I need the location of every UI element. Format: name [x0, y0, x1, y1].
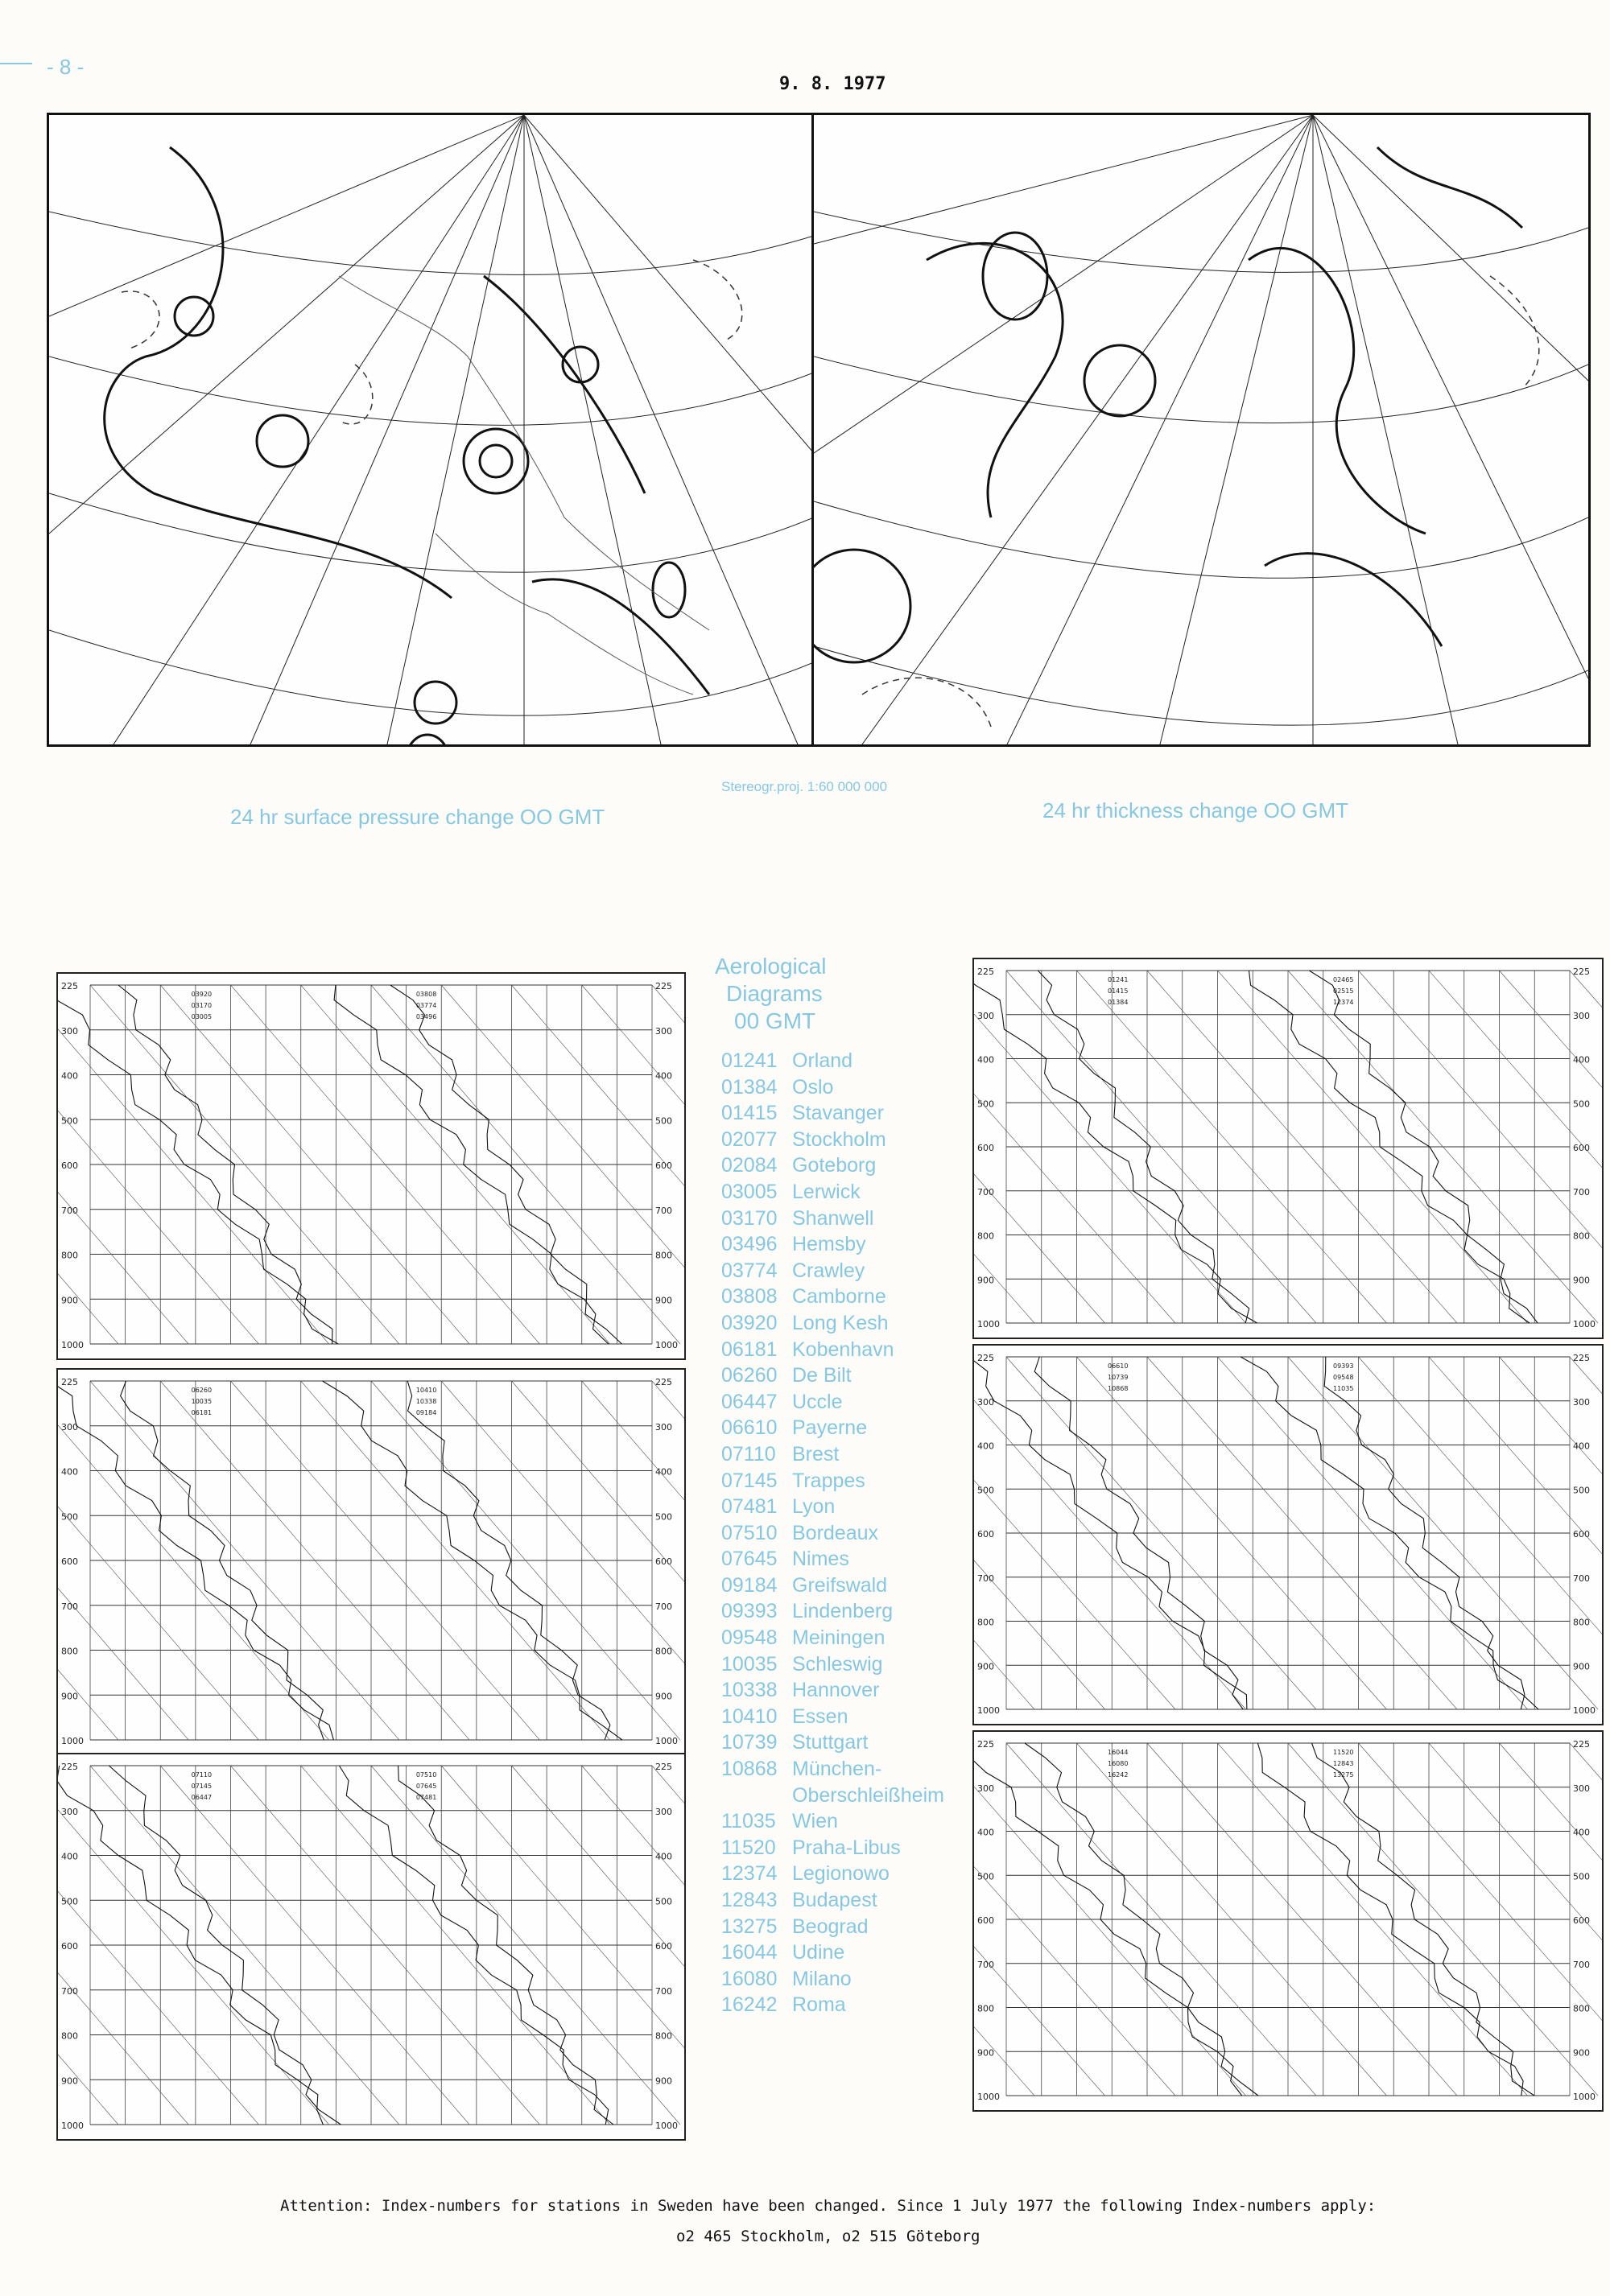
- station-name: Shanwell: [792, 1206, 874, 1230]
- pressure-label-right: 225: [655, 981, 672, 991]
- pressure-label-right: 300: [655, 1025, 672, 1037]
- station-number: 16044: [721, 1941, 778, 1964]
- station-name: Praha-Libus: [792, 1836, 901, 1859]
- pressure-label-right: 300: [1573, 1783, 1590, 1794]
- pressure-label-right: 500: [1573, 1099, 1590, 1110]
- panel-station-code: 07145: [191, 1783, 213, 1790]
- station-name: Meiningen: [792, 1626, 886, 1650]
- pressure-label-right: 1000: [655, 1736, 678, 1746]
- station-number: 07645: [721, 1548, 778, 1571]
- pressure-label-right: 225: [1573, 1353, 1590, 1363]
- station-name: Uccle: [792, 1390, 843, 1413]
- pressure-label-left: 700: [61, 1205, 78, 1216]
- pressure-label-left: 600: [61, 1941, 78, 1952]
- station-name: Wien: [792, 1810, 838, 1833]
- station-number: 01241: [721, 1049, 778, 1072]
- pressure-label-right: 900: [1573, 2047, 1590, 2059]
- station-name: Brest: [792, 1442, 840, 1465]
- pressure-label-right: 400: [655, 1851, 672, 1862]
- panel-station-code: 12374: [1333, 999, 1354, 1006]
- pressure-label-left: 400: [977, 1054, 994, 1066]
- pressure-label-right: 500: [1573, 1485, 1590, 1496]
- pressure-label-left: 300: [61, 1025, 78, 1037]
- pressure-label-left: 1000: [977, 1319, 1000, 1329]
- panel-station-code: 03496: [415, 1013, 437, 1020]
- panel-station-code: 03774: [415, 1002, 437, 1009]
- pressure-label-left: 300: [61, 1806, 78, 1817]
- pressure-label-left: 225: [61, 1762, 78, 1772]
- pressure-label-left: 900: [977, 1661, 994, 1672]
- pressure-label-left: 700: [977, 1186, 994, 1197]
- pressure-label-right: 500: [655, 1896, 672, 1907]
- pressure-label-left: 900: [61, 1295, 78, 1306]
- pressure-label-left: 1000: [61, 2121, 84, 2131]
- pressure-label-left: 500: [61, 1511, 78, 1523]
- pressure-label-right: 800: [1573, 1230, 1590, 1242]
- panel-station-code: 10035: [191, 1398, 213, 1405]
- panel-station-code: 16242: [1108, 1771, 1129, 1779]
- station-name: Trappes: [792, 1469, 865, 1492]
- station-number: 07145: [721, 1469, 778, 1492]
- panel-station-code: 03920: [191, 991, 213, 998]
- panel-station-code: 12843: [1333, 1760, 1354, 1767]
- pressure-label-left: 800: [977, 1617, 994, 1628]
- station-name: Crawley: [792, 1259, 865, 1282]
- pressure-label-left: 1000: [977, 1705, 1000, 1716]
- pressure-label-right: 1000: [1573, 1705, 1596, 1716]
- panel-station-code: 06447: [191, 1794, 213, 1801]
- station-number: 16080: [721, 1967, 778, 1990]
- panel-station-code: 09393: [1333, 1362, 1354, 1370]
- station-list-item: [721, 1704, 979, 1730]
- aerological-title-line2: Diagrams: [726, 981, 823, 1006]
- pressure-label-right: 400: [655, 1466, 672, 1478]
- station-name: Stavanger: [792, 1102, 884, 1125]
- station-number: 07481: [721, 1495, 778, 1519]
- pressure-label-left: 225: [977, 967, 994, 977]
- station-number: 12374: [721, 1862, 778, 1886]
- aerological-panel-4: [972, 958, 1604, 1339]
- pressure-label-right: 700: [655, 1985, 672, 1997]
- pressure-label-left: 300: [977, 1010, 994, 1021]
- pressure-label-right: 400: [1573, 1827, 1590, 1838]
- aerological-title-line3: 00 GMT: [734, 1008, 816, 1033]
- station-name: Lerwick: [792, 1180, 861, 1203]
- pressure-label-left: 700: [61, 1601, 78, 1612]
- pressure-label-left: 900: [61, 1691, 78, 1702]
- pressure-label-left: 500: [977, 1099, 994, 1110]
- pressure-label-left: 1000: [61, 1340, 84, 1350]
- station-list-item: [721, 1206, 979, 1232]
- pressure-label-right: 1000: [1573, 2092, 1596, 2102]
- pressure-label-left: 400: [61, 1466, 78, 1478]
- pressure-label-right: 900: [655, 1295, 672, 1306]
- panel-station-code: 06181: [191, 1409, 213, 1416]
- station-name: Long Kesh: [792, 1311, 889, 1334]
- panel-station-code: 16080: [1108, 1760, 1129, 1767]
- station-list-item: [721, 1231, 979, 1258]
- pressure-label-left: 225: [61, 981, 78, 991]
- pressure-label-right: 1000: [1573, 1319, 1596, 1329]
- station-name: De Bilt: [792, 1364, 852, 1387]
- station-name: Greifswald: [792, 1573, 888, 1597]
- station-number: 03496: [721, 1233, 778, 1256]
- footer-index-numbers: o2 465 Stockholm, o2 515 Göteborg: [676, 2228, 980, 2245]
- station-name: Essen: [792, 1704, 848, 1728]
- pressure-label-right: 300: [655, 1806, 672, 1817]
- pressure-label-left: 800: [977, 2003, 994, 2014]
- pressure-label-left: 400: [977, 1827, 994, 1838]
- pressure-label-left: 600: [977, 1915, 994, 1926]
- panel-station-code: 11520: [1333, 1749, 1354, 1756]
- station-name: Camborne: [792, 1285, 886, 1309]
- station-name: Milano: [792, 1967, 852, 1990]
- pressure-label-right: 600: [655, 1160, 672, 1171]
- aerological-diagram-graphic: [58, 1754, 684, 2139]
- pressure-label-right: 800: [1573, 2003, 1590, 2014]
- station-number: 03774: [721, 1259, 778, 1282]
- projection-note: Stereogr.proj. 1:60 000 000: [721, 779, 888, 794]
- pressure-label-right: 400: [1573, 1054, 1590, 1066]
- panel-station-code: 07645: [415, 1783, 437, 1790]
- station-name: Oslo: [792, 1075, 834, 1099]
- station-list-item: [721, 1468, 979, 1494]
- pressure-label-right: 300: [655, 1421, 672, 1432]
- panel-station-code: 11035: [1333, 1385, 1354, 1392]
- station-name: Schleswig: [792, 1652, 883, 1676]
- pressure-label-left: 600: [977, 1143, 994, 1153]
- pressure-label-left: 800: [977, 1230, 994, 1242]
- pressure-label-left: 400: [977, 1441, 994, 1452]
- station-number: 03920: [721, 1311, 778, 1334]
- aerological-panel-1: [56, 972, 686, 1360]
- pressure-label-right: 500: [655, 1115, 672, 1127]
- pressure-label-right: 800: [655, 2030, 672, 2042]
- panel-station-code: 13275: [1333, 1771, 1354, 1779]
- pressure-label-left: 400: [61, 1070, 78, 1082]
- pressure-label-left: 800: [61, 1646, 78, 1657]
- station-number: 07110: [721, 1442, 776, 1465]
- station-number: 12843: [721, 1889, 778, 1911]
- station-list-item: [721, 1887, 979, 1914]
- pressure-label-right: 500: [655, 1511, 672, 1523]
- station-list-item: [721, 1152, 979, 1179]
- thickness-caption: 24 hr thickness change OO GMT: [1042, 798, 1349, 822]
- station-list-item: [721, 1494, 979, 1520]
- station-list-item: [721, 1598, 979, 1625]
- station-list-item: [721, 1966, 979, 1993]
- station-number: 07510: [721, 1521, 778, 1544]
- station-list-item: [721, 1284, 979, 1310]
- pressure-label-right: 600: [655, 1556, 672, 1567]
- page-number: - 8 -: [47, 55, 85, 79]
- panel-station-code: 01415: [1108, 987, 1129, 995]
- station-name: Udine: [792, 1941, 845, 1964]
- station-name: Stockholm: [792, 1127, 886, 1151]
- station-name: Beograd: [792, 1915, 869, 1938]
- panel-station-code: 16044: [1108, 1749, 1129, 1756]
- pressure-label-left: 500: [977, 1485, 994, 1496]
- pressure-label-right: 1000: [655, 2121, 678, 2131]
- station-list-item: [721, 1625, 979, 1651]
- station-number: 10410: [721, 1704, 778, 1728]
- station-list-item: [721, 1127, 979, 1153]
- station-list-item: [721, 1914, 979, 1940]
- station-number: 09393: [721, 1600, 778, 1623]
- station-name: Lyon: [792, 1495, 836, 1519]
- top-rule: [0, 63, 32, 64]
- station-list-item: [721, 1651, 979, 1678]
- surface-pressure-map-graphic: [49, 115, 814, 744]
- station-list-item: [721, 1389, 979, 1416]
- pressure-label-right: 600: [1573, 1143, 1590, 1153]
- pressure-label-right: 900: [655, 2075, 672, 2087]
- panel-station-code: 07481: [415, 1794, 437, 1801]
- station-list-item: [721, 1415, 979, 1441]
- aerological-panel-3: [56, 1753, 686, 2141]
- pressure-label-right: 700: [1573, 1959, 1590, 1970]
- station-list-item: [721, 1808, 979, 1835]
- pressure-label-left: 1000: [61, 1736, 84, 1746]
- pressure-label-left: 900: [977, 1275, 994, 1286]
- pressure-label-left: 700: [977, 1573, 994, 1584]
- station-number: 06181: [721, 1338, 778, 1361]
- pressure-label-left: 400: [61, 1851, 78, 1862]
- station-list-item: [721, 1939, 979, 1966]
- station-number: 10035: [721, 1652, 778, 1676]
- station-name: Kobenhavn: [792, 1338, 894, 1361]
- page-date: 9. 8. 1977: [779, 74, 886, 94]
- station-list-item: [721, 1179, 979, 1206]
- station-name: Roma: [792, 1993, 846, 2017]
- pressure-label-left: 1000: [977, 2092, 1000, 2102]
- panel-station-code: 07110: [191, 1771, 213, 1779]
- pressure-label-right: 225: [655, 1762, 672, 1772]
- pressure-label-right: 300: [1573, 1010, 1590, 1021]
- panel-station-code: 01384: [1108, 999, 1129, 1006]
- pressure-label-left: 500: [977, 1871, 994, 1882]
- station-number: 10739: [721, 1731, 778, 1754]
- pressure-label-left: 300: [977, 1396, 994, 1408]
- station-name: Lindenberg: [792, 1600, 894, 1623]
- panel-station-code: 01241: [1108, 976, 1129, 983]
- pressure-label-right: 800: [655, 1250, 672, 1261]
- panel-station-code: 09548: [1333, 1374, 1354, 1381]
- pressure-label-left: 600: [61, 1556, 78, 1567]
- thickness-map-graphic: [814, 115, 1588, 744]
- panel-station-code: 06260: [191, 1387, 213, 1394]
- pressure-label-right: 900: [1573, 1661, 1590, 1672]
- aerological-panel-5: [972, 1344, 1604, 1725]
- panel-station-code: 09184: [415, 1409, 437, 1416]
- pressure-label-right: 225: [1573, 1739, 1590, 1750]
- aerological-panel-2: [56, 1368, 686, 1756]
- pressure-label-left: 500: [61, 1115, 78, 1127]
- station-number: 16242: [721, 1993, 778, 2017]
- aerological-title: [715, 953, 924, 1035]
- panel-station-code: 10739: [1108, 1374, 1129, 1381]
- station-name: Payerne: [792, 1416, 868, 1440]
- thickness-change-map: [811, 113, 1591, 747]
- station-number: 11035: [721, 1810, 776, 1833]
- panel-station-code: 03005: [191, 1013, 213, 1020]
- pressure-label-right: 1000: [655, 1340, 678, 1350]
- pressure-label-left: 225: [977, 1739, 994, 1750]
- surface-pressure-change-map: [47, 113, 816, 747]
- station-list-item: [721, 1441, 979, 1468]
- station-number: 06610: [721, 1416, 778, 1440]
- aerological-diagram-graphic: [58, 1370, 684, 1754]
- pressure-label-right: 600: [1573, 1915, 1590, 1926]
- pressure-label-left: 225: [61, 1377, 78, 1387]
- station-list-item: [721, 1992, 979, 2018]
- station-list-item: [721, 1074, 979, 1101]
- station-list-item: [721, 1048, 979, 1074]
- station-list-item: [721, 1677, 979, 1704]
- pressure-label-right: 900: [1573, 1275, 1590, 1286]
- panel-station-code: 06610: [1108, 1362, 1129, 1370]
- pressure-label-right: 300: [1573, 1396, 1590, 1408]
- station-list-item: [721, 1729, 979, 1756]
- station-number: 11520: [721, 1836, 776, 1859]
- station-number: 03005: [721, 1180, 778, 1203]
- station-name: Oberschleißheim: [792, 1783, 944, 1807]
- station-name: München-: [792, 1758, 882, 1781]
- station-number: 01384: [721, 1075, 778, 1099]
- pressure-label-right: 400: [655, 1070, 672, 1082]
- panel-station-code: 10868: [1108, 1385, 1129, 1392]
- aerological-diagram-graphic: [974, 959, 1602, 1338]
- station-list-item: [721, 1258, 979, 1284]
- station-number: 10338: [721, 1679, 778, 1702]
- station-number: 06447: [721, 1390, 778, 1413]
- pressure-label-left: 800: [61, 1250, 78, 1261]
- panel-station-code: 10410: [415, 1387, 437, 1394]
- station-list-item: [721, 1861, 979, 1887]
- station-list-item: [721, 1100, 979, 1127]
- pressure-label-left: 300: [61, 1421, 78, 1432]
- aerological-diagram-graphic: [974, 1732, 1602, 2110]
- pressure-label-left: 500: [61, 1896, 78, 1907]
- pressure-label-right: 500: [1573, 1871, 1590, 1882]
- station-number: 02084: [721, 1154, 778, 1177]
- pressure-label-right: 700: [655, 1601, 672, 1612]
- panel-station-code: 02515: [1333, 987, 1354, 995]
- station-name: Legionowo: [792, 1862, 890, 1886]
- station-list-item: [721, 1756, 979, 1783]
- pressure-label-left: 225: [977, 1353, 994, 1363]
- station-list-item: [721, 1310, 979, 1337]
- aerological-title-line1: Aerological: [715, 954, 827, 979]
- pressure-label-right: 700: [655, 1205, 672, 1216]
- station-number: 03808: [721, 1285, 778, 1309]
- station-list: [721, 1048, 979, 2018]
- station-name: Orland: [792, 1049, 853, 1072]
- pressure-label-left: 700: [977, 1959, 994, 1970]
- pressure-label-right: 600: [655, 1941, 672, 1952]
- pressure-label-left: 900: [977, 2047, 994, 2059]
- station-list-item: [721, 1783, 979, 1809]
- panel-station-code: 03170: [191, 1002, 213, 1009]
- pressure-label-right: 900: [655, 1691, 672, 1702]
- aerological-panel-6: [972, 1730, 1604, 2112]
- station-number: 03170: [721, 1206, 778, 1230]
- panel-station-code: 10338: [415, 1398, 437, 1405]
- station-name: Hannover: [792, 1679, 880, 1702]
- pressure-label-right: 700: [1573, 1573, 1590, 1584]
- pressure-label-right: 700: [1573, 1186, 1590, 1197]
- pressure-label-left: 600: [61, 1160, 78, 1171]
- station-list-item: [721, 1362, 979, 1389]
- station-name: Stuttgart: [792, 1731, 869, 1754]
- surface-pressure-caption: 24 hr surface pressure change OO GMT: [230, 805, 605, 829]
- station-list-item: [721, 1520, 979, 1547]
- aerological-diagram-graphic: [58, 974, 684, 1358]
- pressure-label-left: 300: [977, 1783, 994, 1794]
- station-name: Hemsby: [792, 1233, 866, 1256]
- panel-station-code: 02465: [1333, 976, 1354, 983]
- pressure-label-left: 900: [61, 2075, 78, 2087]
- station-number: 06260: [721, 1364, 778, 1387]
- footer-attention: Attention: Index-numbers for stations in Sweden have been changed. Since 1 July 1977 the following Index-numbers apply:: [280, 2197, 1377, 2215]
- station-number: 09548: [721, 1626, 778, 1650]
- pressure-label-right: 225: [1573, 967, 1590, 977]
- panel-station-code: 07510: [415, 1771, 437, 1779]
- pressure-label-right: 800: [655, 1646, 672, 1657]
- pressure-label-right: 600: [1573, 1529, 1590, 1540]
- station-list-item: [721, 1835, 979, 1861]
- station-list-item: [721, 1546, 979, 1573]
- panel-station-code: 03808: [415, 991, 437, 998]
- pressure-label-right: 225: [655, 1377, 672, 1387]
- station-name: Bordeaux: [792, 1521, 879, 1544]
- station-list-item: [721, 1337, 979, 1363]
- station-number: 09184: [721, 1573, 778, 1597]
- station-name: Budapest: [792, 1889, 877, 1911]
- pressure-label-right: 400: [1573, 1441, 1590, 1452]
- station-number: 10868: [721, 1758, 778, 1781]
- station-number: 01415: [721, 1102, 778, 1125]
- pressure-label-left: 700: [61, 1985, 78, 1997]
- aerological-diagram-graphic: [974, 1346, 1602, 1724]
- station-number: 02077: [721, 1127, 778, 1151]
- station-list-item: [721, 1573, 979, 1599]
- station-name: Nimes: [792, 1548, 849, 1571]
- pressure-label-left: 600: [977, 1529, 994, 1540]
- pressure-label-right: 800: [1573, 1617, 1590, 1628]
- station-number: 13275: [721, 1915, 778, 1938]
- station-name: Goteborg: [792, 1154, 877, 1177]
- pressure-label-left: 800: [61, 2030, 78, 2042]
